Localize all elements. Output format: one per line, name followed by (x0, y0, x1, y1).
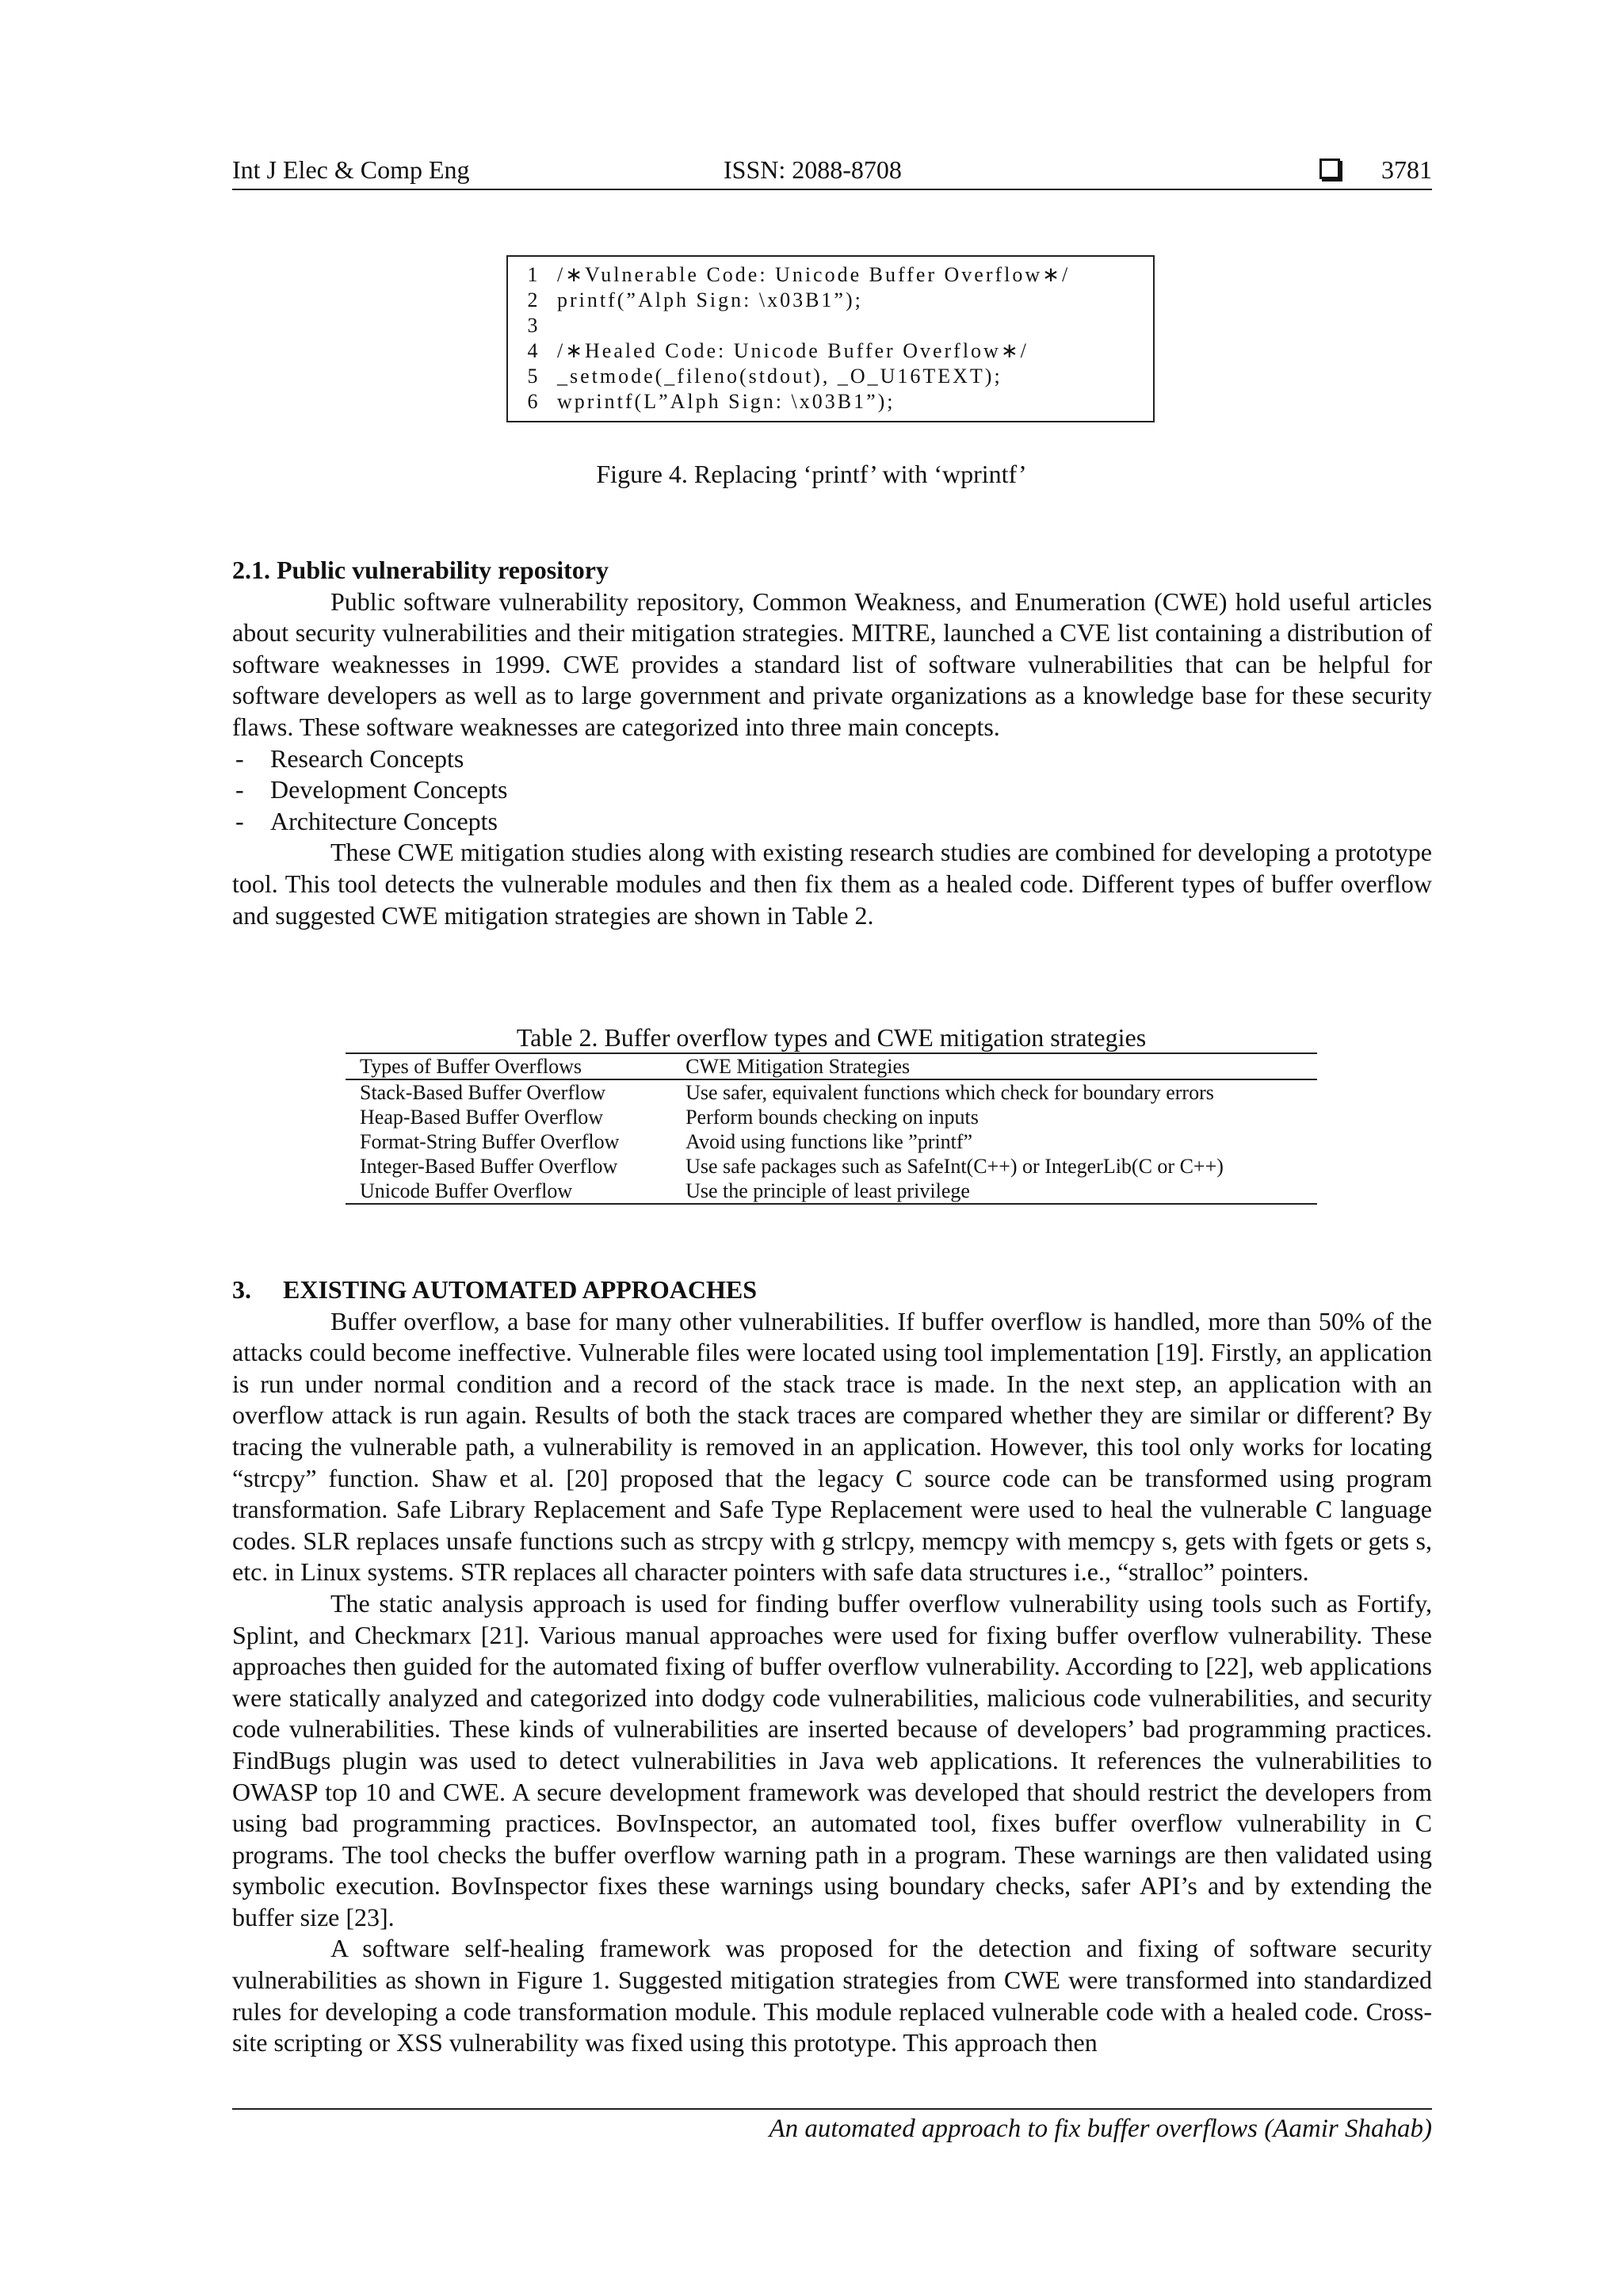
code-text: printf(”Alph Sign: \x03B1”); (557, 288, 863, 311)
column-header: Types of Buffer Overflows (360, 1055, 582, 1078)
list-item-text: Research Concepts (270, 743, 464, 773)
code-line (508, 339, 1153, 365)
code-line (508, 288, 1153, 314)
table-row (346, 1129, 1317, 1154)
code-listing (506, 255, 1155, 422)
square-bullet-icon (1319, 159, 1340, 179)
code-text: /∗Vulnerable Code: Unicode Buffer Overflow∗/ (557, 263, 1071, 286)
code-text: _setmode(_fileno(stdout), _O_U16TEXT); (557, 365, 1002, 388)
paragraph: The static analysis approach is used for finding buffer overflow vulnerability using tools such as Fortify, Splint, and Checkmarx [21]. Various manual approaches were used for fixing buffer overflow vulnerability. These approaches then guided for the automated fixing of buffer overflow vulnerability. According to [22], web applications were statically analyzed and categorized into dodgy code vulnerabilities, malicious code vulnerabilities, and security code vulnerabilities. These kinds of vulnerabilities are inserted because of developers’ bad programming practices. FindBugs plugin was used to detect vulnerabilities in Java web applications. It references the vulnerabilities to OWASP top 10 and CWE. A secure development framework was developed that should restrict the developers from using bad programming practices. BovInspector, an automated tool, fixes buffer overflow vulnerability in C programs. The tool checks the buffer overflow warning path in a program. These warnings are then validated using symbolic execution. BovInspector fixes these warnings using boundary checks, safer API’s and by extending the buffer size [23]. (232, 1588, 1432, 1931)
table-cell: Use safe packages such as SafeInt(C++) or IntegerLib(C or C++) (685, 1155, 1224, 1178)
page-number: 3781 (1381, 155, 1432, 184)
list-item: - Architecture Concepts (235, 806, 498, 835)
paragraph: Public software vulnerability repository, Common Weakness, and Enumeration (CWE) hold useful articles about security vulnerabilities and their mitigation strategies. MITRE, launched a CVE list containing a distribution of software weaknesses in 1999. CWE provides a standard list of software vulnerabilities that can be helpful for software developers as well as to large government and private organizations as a knowledge base for these security flaws. These software weaknesses are categorized into three main concepts. (232, 586, 1432, 741)
list-item: - Development Concepts (235, 775, 508, 804)
table-cell: Avoid using functions like ”printf” (685, 1130, 973, 1153)
table-row (346, 1079, 1317, 1105)
paragraph: Buffer overflow, a base for many other vulnerabilities. If buffer overflow is handled, more than 50% of the attacks could become ineffective. Vulnerable files were located using tool implementation [19]. Firstly, an application is run under normal condition and a record of the stack trace is made. In the next step, an application with an overflow attack is run again. Results of both the stack traces are compared whether they are similar or different? By tracing the vulnerable path, a vulnerability is removed in an application. However, this tool only works for locating “strcpy” function. Shaw et al. [20] proposed that the legacy C source code can be transformed using program transformation. Safe Library Replacement and Safe Type Replacement were used to heal the vulnerable C language codes. SLR replaces unsafe functions such as strcpy with g strlcpy, memcpy with memcpy s, gets with fgets or gets s, etc. in Linux systems. STR replaces all character pointers with safe data structures i.e., “stralloc” pointers. (232, 1306, 1432, 1587)
paragraph: A software self-healing framework was proposed for the detection and fixing of software security vulnerabilities as shown in Figure 1. Suggested mitigation strategies from CWE were transformed into standardized rules for developing a code transformation module. This module replaced vulnerable code with a healed code. Cross-site scripting or XSS vulnerability was fixed using this prototype. This approach then (232, 1934, 1432, 2057)
table-row (346, 1105, 1317, 1129)
table-cell: Perform bounds checking on inputs (685, 1106, 979, 1129)
line-number: 1 (527, 263, 538, 286)
code-text: /∗Healed Code: Unicode Buffer Overflow∗/ (557, 339, 1029, 362)
page-header (232, 152, 1432, 190)
table-cell: Stack-Based Buffer Overflow (360, 1081, 605, 1104)
figure-caption: Figure 4. Replacing ‘printf’ with ‘wprintf’ (596, 460, 1027, 488)
concept-list (232, 743, 1432, 838)
table-caption: Table 2. Buffer overflow types and CWE mitigation strategies (516, 1023, 1147, 1052)
line-number: 2 (527, 288, 538, 311)
code-line (508, 390, 1153, 415)
code-line (508, 314, 1153, 339)
table-cell: Heap-Based Buffer Overflow (360, 1106, 604, 1129)
section-number: 3. (232, 1275, 251, 1304)
section-heading: 2.1. Public vulnerability repository (232, 556, 609, 584)
running-footer: An automated approach to fix buffer overflows (Aamir Shahab) (232, 2108, 1432, 2144)
section-2-1 (232, 555, 1432, 931)
line-number: 3 (527, 314, 538, 337)
table-row (346, 1154, 1317, 1179)
table-row (346, 1179, 1317, 1204)
table-cell: Use safer, equivalent functions which check for boundary errors (685, 1081, 1214, 1104)
table-2 (346, 1022, 1317, 1205)
data-table (346, 1052, 1317, 1205)
table-cell: Format-String Buffer Overflow (360, 1130, 620, 1153)
list-item-text: Development Concepts (270, 775, 508, 804)
issn: ISSN: 2088-8708 (724, 155, 902, 184)
section-3 (232, 1274, 1432, 2059)
code-text: wprintf(L”Alph Sign: \x03B1”); (557, 390, 896, 413)
table-cell: Integer-Based Buffer Overflow (360, 1155, 618, 1178)
line-number: 6 (527, 390, 538, 413)
code-line (508, 365, 1153, 390)
table-cell: Use the principle of least privilege (685, 1179, 970, 1202)
paragraph: These CWE mitigation studies along with existing research studies are combined for developing a prototype tool. This tool detects the vulnerable modules and then fix them as a healed code. Different types of buffer overflow and suggested CWE mitigation strategies are shown in Table 2. (232, 838, 1432, 930)
section-title: EXISTING AUTOMATED APPROACHES (283, 1275, 758, 1304)
line-number: 4 (527, 339, 538, 362)
list-item-text: Architecture Concepts (270, 806, 498, 835)
journal-name: Int J Elec & Comp Eng (232, 155, 470, 184)
column-header: CWE Mitigation Strategies (685, 1055, 911, 1078)
section-heading (232, 1274, 1432, 1306)
list-item: - Research Concepts (235, 743, 464, 773)
table-header-row (346, 1053, 1317, 1079)
line-number: 5 (527, 365, 538, 388)
table-cell: Unicode Buffer Overflow (360, 1179, 573, 1202)
code-line (508, 263, 1153, 288)
